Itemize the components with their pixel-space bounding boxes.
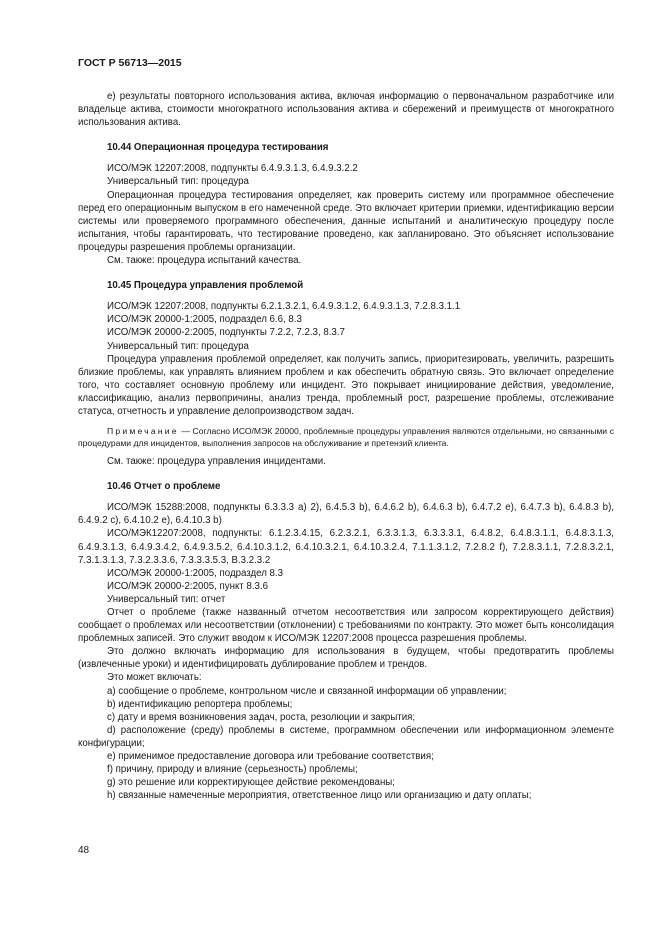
- note-label: Примечание: [107, 426, 179, 437]
- s1045-body: Процедура управления проблемой определяет, как получить запись, приоритезировать, увеличить, разрешить близкие проблемы, как управлять влиянием проблем и как обеспечить обратную связь. Это включает определение того, что составляет основную проблему или инцидент. Это покрывает инициирование действия, уведомление, классификацию, анализ первопричины, анализ тренда, проблемный рост, разрешение проблемы, отслеживание статуса, отчетность и управление делопроизводством задач.: [78, 353, 614, 417]
- s1045-see-also: См. также: процедура управления инцидентами.: [107, 456, 326, 468]
- list-item: e) применимое предоставление договора или требование соответствия;: [107, 751, 434, 763]
- s1046-body: Это должно включать информацию для использования в будущем, чтобы предотвратить проблемы (извлеченные уроки) и идентифицировать дублирование проблем и трендов.: [78, 646, 614, 671]
- list-item: h) связанные намеченные мероприятия, ответственное лицо или организацию и дату оплаты;: [107, 790, 532, 802]
- s1046-reference: ИСО/МЭК 20000-2:2005, пункт 8.3.6: [107, 580, 268, 592]
- section-heading-10-44: 10.44 Операционная процедура тестирования: [107, 142, 329, 154]
- list-item: d) расположение (среду) проблемы в системе, программном обеспечении или информационном элементе конфигурации;: [78, 724, 614, 749]
- s1046-body: Отчет о проблеме (также названный отчетом несоответствия или запросом корректирующего действия) сообщает о проблемах или несоответствии (отклонении) с требованиями по контракту. Это может быть консолидация проблемных записей. Это служит вводом к ИСО/МЭК 12207:2008 процесса разрешения проблемы.: [78, 607, 614, 645]
- section-heading-10-46: 10.46 Отчет о проблеме: [107, 481, 221, 493]
- section-heading-10-45: 10.45 Процедура управления проблемой: [107, 280, 304, 292]
- list-item: g) это решение или корректирующее действие рекомендованы;: [107, 777, 395, 789]
- s1046-reference: ИСО/МЭК12207:2008, подпункты: 6.1.2.3.4.15, 6.2.3.2.1, 6.3.3.1.3, 6.3.3.3.1, 6.4.8.2, 6.4.8.3.1.1, 6.4.8.3.1.3, 6.4.9.3.1.3, 6.4.9.3.4.2, 6.4.9.3.5.2, 6.4.10.3.1.2, 6.4.10.3.2.1, 6.4.10.3.2.4, 7.1.1.3.1.2, 7.2.8.2 f), 7.2.8.3.1.1, 7.2.8.3.2.1, 7.3.1.3.1.3, 7.3.2.3.3.6, 7.3.3.3.5.3, В.3.2.3.2: [78, 528, 614, 566]
- s1044-see-also: См. также: процедура испытаний качества.: [107, 255, 302, 267]
- note-text: — Согласно ИСО/МЭК 20000, проблемные процедуры управления являются отдельными, но связанными с процедурами для инцидентов, выполнения запросов на обслуживание и претензий клиента.: [78, 426, 614, 449]
- document-code: ГОСТ Р 56713—2015: [78, 57, 182, 69]
- s1045-reference: ИСО/МЭК 20000-1:2005, подраздел 6.6, 8.3: [107, 314, 302, 326]
- s1045-reference: ИСО/МЭК 12207:2008, подпункты 6.2.1.3.2.1, 6.4.9.3.1.2, 6.4.9.3.1.3, 7.2.8.3.1.1: [107, 301, 461, 313]
- list-item: а) сообщение о проблеме, контрольном числе и связанной информации об управлении;: [107, 685, 507, 697]
- list-item: c) дату и время возникновения задач, роста, резолюции и закрытия;: [107, 711, 416, 723]
- list-item: f) причину, природу и влияние (серьезность) проблемы;: [107, 764, 358, 776]
- s1046-type: Универсальный тип: отчет: [107, 593, 226, 605]
- s1045-reference: ИСО/МЭК 20000-2:2005, подпункты 7.2.2, 7.2.3, 8.3.7: [107, 327, 345, 339]
- s1045-note: [78, 425, 614, 449]
- s1046-reference: ИСО/МЭК 20000-1:2005, подраздел 8.3: [107, 567, 284, 579]
- page-number: 48: [78, 845, 90, 856]
- s1046-reference: ИСО/МЭК 15288:2008, подпункты 6.3.3.3 а) 2), 6.4.5.3 b), 6.4.6.2 b), 6.4.6.3 b), 6.4.7.2 e), 6.4.7.3 b), 6.4.8.3 b), 6.4.9.2 c), 6.4.10.2 e), 6.4.10.3 b): [78, 502, 614, 527]
- s1044-reference: ИСО/МЭК 12207:2008, подпункты 6.4.9.3.1.3, 6.4.9.3.2.2: [107, 163, 358, 175]
- page-content: [78, 90, 614, 802]
- intro-item-e: e) результаты повторного использования актива, включая информацию о первоначальном разработчике или владельце актива, стоимости многократного использования актива и сбережений и преимуществ от многократного использования актива.: [78, 91, 614, 129]
- s1044-type: Универсальный тип: процедура: [107, 176, 249, 188]
- s1044-body: Операционная процедура тестирования определяет, как проверить систему или программное обеспечение перед его операционным выпуском в его намеченной среде. Это включает критерии приемки, идентификацию версии системы или проверяемого программного обеспечения, данные испытаний и аналитическую процедуру после испытания, чтобы гарантировать, что тестирование проведено, как запланировано. Это объясняет использование процедуры разрешения проблемы организации.: [78, 189, 614, 253]
- s1046-list-intro: Это может включать:: [107, 672, 202, 684]
- list-item: b) идентификацию репортера проблемы;: [107, 698, 293, 710]
- s1045-type: Универсальный тип: процедура: [107, 340, 249, 352]
